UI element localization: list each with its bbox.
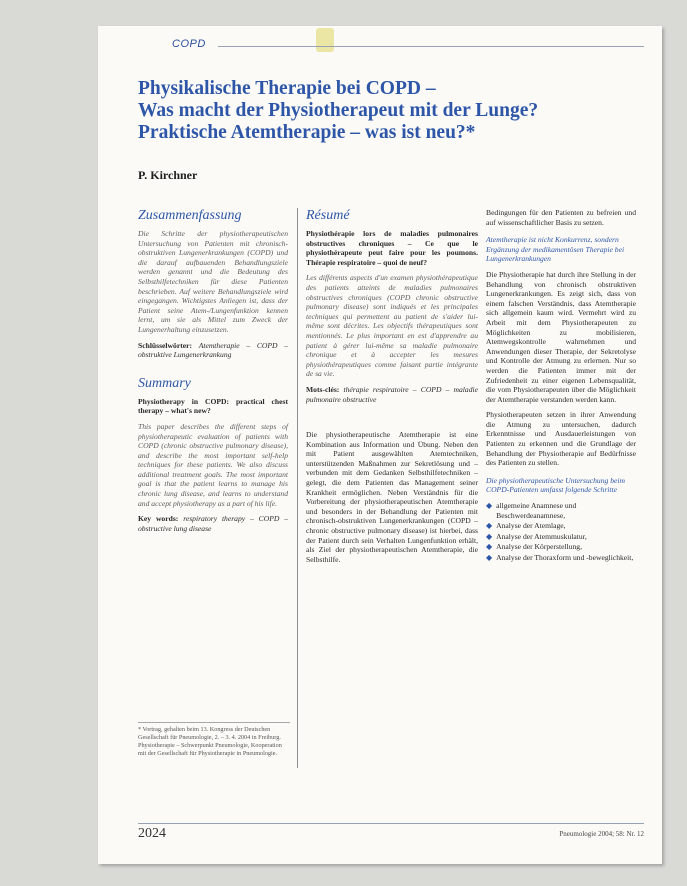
summary-heading: Summary [138, 375, 191, 391]
resume-body: Les différents aspects d'un examen physiothérapeutique des patients atteints de maladies pulmonaires obstructives chroniques (COPD chronic obstructive pulmonary disease) sont indiqués et les principales techniques qui permettent au patient de s'aider lui-même sont décrites. Les objectifs thérapeutiques sont mentionnés. Le plus important en est d'apprendre au patient à gérer lui-même sa maladie pulmonaire chronique et à accepter les mesures physiothérapeutiques comme faisant partie intégrante de sa vie. [306, 273, 478, 379]
right-intro: Bedingungen für den Patienten zu befreien und auf wissenschaftlicher Basis zu setzen. [486, 208, 636, 227]
list-item: ◆ allgemeine Anamnese und Beschwerdeanamnese, [486, 501, 577, 520]
article-title [138, 78, 658, 144]
footer-rule [138, 823, 644, 824]
column-middle [306, 208, 478, 570]
resume-keywords: Mots-clés: thérapie respiratoire – COPD – maladie pulmonaire obstructive [306, 384, 478, 404]
page-number: 2024 [138, 826, 166, 841]
list-item: ◆ Analyse der Atemlage, [486, 521, 566, 531]
title-line-1: Physikalische Therapie bei COPD – [138, 78, 436, 99]
column-right [486, 208, 636, 564]
subheading-untersuchung: Die physiotherapeutische Untersuchung beim COPD-Patienten umfasst folgende Schritte [486, 475, 625, 495]
title-line-3: Praktische Atemtherapie – was ist neu?* [138, 122, 476, 143]
list-item: ◆ Analyse der Thoraxform und -beweglichkeit, [486, 553, 634, 562]
right-body: Die Physiotherapie hat durch ihre Stellung in der Behandlung von chronisch obstruktiven Lungenerkrankungen. Es zeigt sich, dass von einem falschen Verständnis, dass Atemtherapie sich allgemein kaum wird. Vermehrt wird zu Arbeit mit dem Physiotherapeuten zu Möglichkeiten zu mobilisieren, Atemwegskontrolle wahrnehmen und Anwendungen dieser Therapie, der Sekretolyse und Kontrolle der Atmung zu erlernen. Nur so werden die Patienten immer mit der Zufriedenheit zu einer eigenen Lebensqualität, die vom Physiotherapeuten über die Möglichkeit der Atemtherapie verstanden werden kann. [486, 269, 636, 404]
resume-heading: Résumé [306, 208, 350, 223]
bullet-icon: ◆ [486, 531, 493, 541]
bullet-icon: ◆ [486, 542, 493, 552]
bullet-icon: ◆ [486, 553, 493, 562]
steps-list [486, 501, 636, 563]
list-item: ◆ Analyse der Atemmuskulatur, [486, 531, 587, 541]
list-item: ◆ Analyse der Körperstellung, [486, 542, 582, 552]
column-divider [297, 208, 298, 768]
column-left [138, 208, 288, 539]
summary-title: Physiotherapy in COPD: practical chest therapy – what's new? [138, 396, 288, 416]
zusammenfassung-heading: Zusammenfassung [138, 208, 242, 223]
highlight-mark [316, 28, 334, 52]
paper-page [98, 26, 662, 864]
author: P. Kirchner [138, 168, 198, 182]
subheading-atemtherapie: Atemtherapie ist nicht Konkurrenz, sondern Ergänzung der medikamentösen Therapie bei Lungenerkrankungen [486, 235, 625, 264]
summary-body: This paper describes the different steps of physiotherapeutic evaluation of patients with COPD (chronic obstructive pulmonary disease), and describe the most important self-help techniques for these patients. We also discuss additional treatment goals. The most important goal is that the patient learns to manage his chronic lung disease, and learns to understand and accept physiotherapy as a part of his life. [138, 421, 288, 508]
title-line-2: Was macht der Physiotherapeut mit der Lunge? [138, 100, 539, 121]
summary-keywords: Key words: respiratory therapy – COPD – obstructive lung disease [138, 514, 288, 533]
zusammenfassung-keywords: Schlüsselwörter: Atemtherapie – COPD – obstruktive Lungenerkrankung [138, 340, 288, 360]
footnote: * Vortrag, gehalten beim 13. Kongress der Deutschen Gesellschaft für Pneumologie, 2. – 3. 4. 2004 in Freiburg. Physiotherapie – Schwerpunkt Pneumologie, Kooperation mit der Gesellschaft für Physiotherapie in Pneumologie. [138, 722, 290, 758]
right-body-2: Physiotherapeuten setzen in ihrer Anwendung die Atmung zu untersuchen, dadurch Erkenntnisse und Ausdauerleistungen von Patienten zu erkennen und die Grundlage der Behandlung der Physiotherapie auf Bedürfnisse des Patienten zu stellen. [486, 410, 636, 468]
main-body-text: Die physiotherapeutische Atemtherapie ist eine Kombination aus Information und Übung. Neben den mit Patient ausgewählten Atemtechniken, unterstützenden Maßnahmen zur Sekretlösung und – verbunden mit dem Gedanken Selbsthilfetechniken – gelegt, die dem Patienten das Management seiner Krankheit ermöglichen. Neben Verständnis für die Vorbereitung der physiotherapeutischen Atemtherapie und besonders in der Behandlung der Patienten mit chronisch-obstruktiven Lungenerkrankungen (COPD – chronic obstructive pulmonary disease) ist hierbei, dass der Patient durch sein Verhalten Lungenfunktion erhält, als Ziel der physiotherapeutischen Atemtherapie, die Selbsthilfe. [306, 430, 478, 564]
zusammenfassung-body: Die Schritte der physiotherapeutischen Untersuchung von Patienten mit chronisch-obstruktiven Lungenerkrankungen (COPD) und die darauf aufbauenden Behandlungsziele werden genannt und die Bedeutung des Selbsthilfetechniken für diese Patienten beschrieben. Auf weitere Behandlungsziele wird eingegangen. Wichtigstes Anliegen ist, dass der Patient seine Atem-/Lungenfunktion kennen lernt, um sie als Mittel zum Zweck der Lungenerhaltung einzusetzen. [138, 229, 288, 334]
bullet-icon: ◆ [486, 521, 493, 531]
journal-citation: Pneumologie 2004; 58: Nr. 12 [559, 830, 644, 838]
section-tag: COPD [172, 38, 206, 50]
resume-title: Physiothérapie lors de maladies pulmonaires obstructives chroniques – Ce que le physiothérapeute peut faire pour les poumons. Thérapie respiratoire – quoi de neuf? [306, 229, 478, 267]
bullet-icon: ◆ [486, 501, 493, 511]
header-rule [218, 46, 644, 47]
